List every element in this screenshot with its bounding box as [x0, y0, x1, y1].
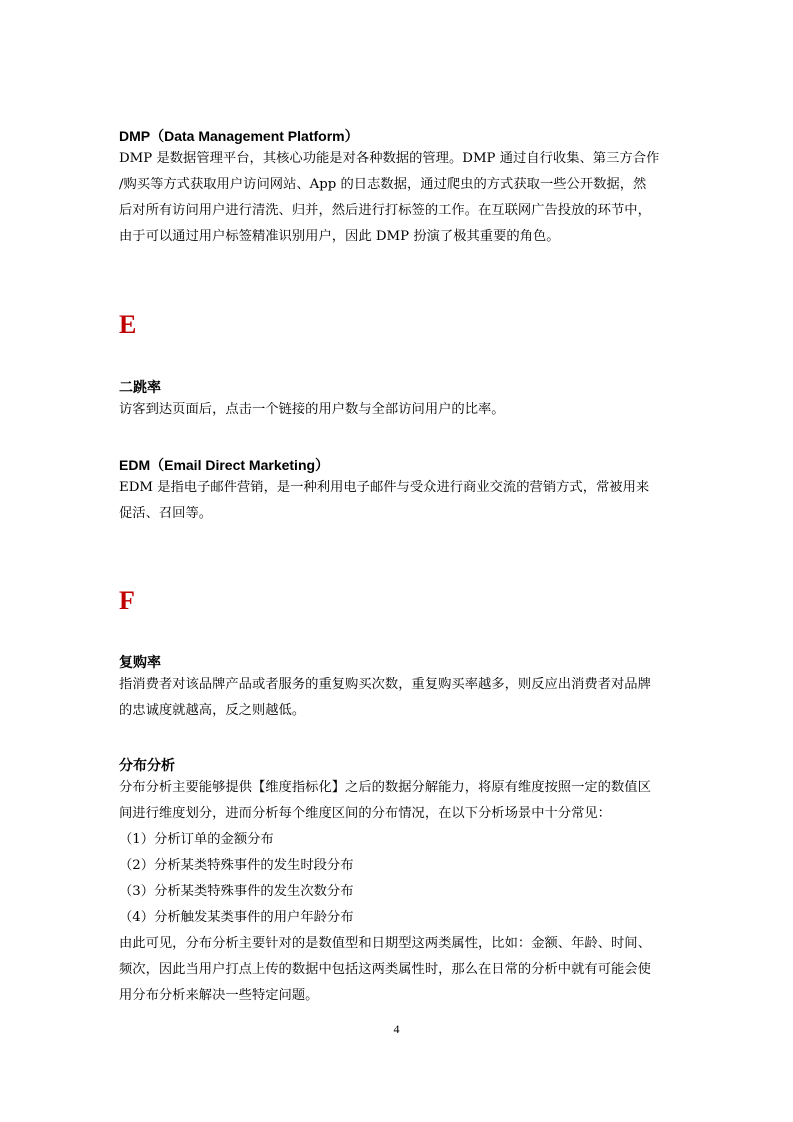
term-heading-bounce-rate: 二跳率 — [119, 379, 161, 395]
text-line: 间进行维度划分，进而分析每个维度区间的分布情况，在以下分析场景中十分常见： — [119, 806, 611, 821]
term-definition-bounce-rate — [119, 397, 675, 423]
text-line: 由于可以通过用户标签精准识别用户，因此 DMP 扮演了极其重要的角色。 — [119, 229, 560, 244]
section-heading-e: E — [119, 310, 137, 339]
term-heading-edm: EDM（Email Direct Marketing） — [119, 457, 330, 473]
list-item: （4）分析触发某类事件的用户年龄分布 — [119, 910, 354, 925]
text-line: 频次，因此当用户打点上传的数据中包括这两类属性时，那么在日常的分析中就有可能会使 — [119, 962, 651, 977]
text-line: 由此可见，分布分析主要针对的是数值型和日期型这两类属性，比如：金额、年龄、时间、 — [119, 936, 651, 951]
text-line: EDM 是指电子邮件营销，是一种利用电子邮件与受众进行商业交流的营销方式，常被用来 — [119, 480, 650, 495]
term-heading-distribution-analysis: 分布分析 — [119, 757, 175, 773]
list-item: （2）分析某类特殊事件的发生时段分布 — [119, 858, 354, 873]
text-line: DMP 是数据管理平台，其核心功能是对各种数据的管理。DMP 通过自行收集、第三方合作 — [119, 151, 660, 166]
term-heading-repurchase-rate: 复购率 — [119, 654, 161, 670]
term-definition-edm — [119, 475, 675, 527]
section-heading-f: F — [119, 586, 135, 615]
term-definition-dmp — [119, 146, 675, 250]
text-line: 促活、召回等。 — [119, 506, 213, 521]
page-number: 4 — [393, 1022, 400, 1036]
list-item: （3）分析某类特殊事件的发生次数分布 — [119, 884, 354, 899]
text-line: 的忠诚度就越高，反之则越低。 — [119, 703, 306, 718]
term-definition-repurchase-rate — [119, 672, 675, 724]
text-line: 指消费者对该品牌产品或者服务的重复购买次数，重复购买率越多，则反应出消费者对品牌 — [119, 677, 651, 692]
text-line: 分布分析主要能够提供【维度指标化】之后的数据分解能力，将原有维度按照一定的数值区 — [119, 780, 651, 795]
text-line: 访客到达页面后，点击一个链接的用户数与全部访问用户的比率。 — [119, 402, 505, 417]
text-line: /购买等方式获取用户访问网站、App 的日志数据，通过爬虫的方式获取一些公开数据，然 — [119, 177, 647, 192]
term-heading-dmp: DMP（Data Management Platform） — [119, 128, 359, 144]
term-definition-distribution-analysis — [119, 775, 675, 1009]
text-line: 用分布分析来解决一些特定问题。 — [119, 988, 319, 1003]
text-line: 后对所有访问用户进行清洗、归并，然后进行打标签的工作。在互联网广告投放的环节中， — [119, 203, 651, 218]
list-item: （1）分析订单的金额分布 — [119, 832, 274, 847]
